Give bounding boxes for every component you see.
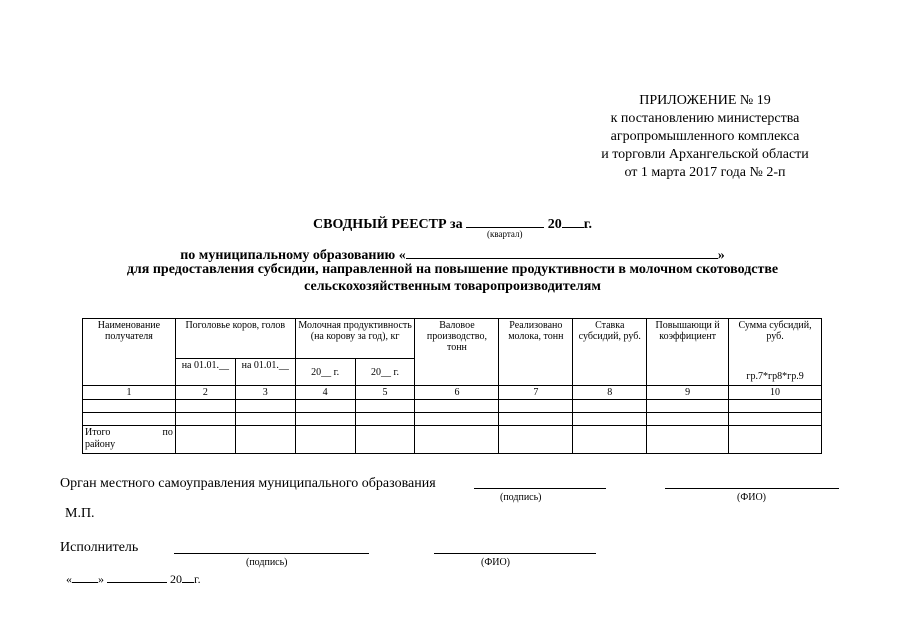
table-cell xyxy=(295,413,355,426)
signature-caption: (подпись) xyxy=(246,557,288,568)
header-coefficient: Повышающи й коэффициент xyxy=(647,319,729,386)
total-label xyxy=(83,426,176,454)
table-cell xyxy=(647,413,729,426)
title-prefix: СВОДНЫЙ РЕЕСТР за xyxy=(313,217,463,232)
header-sum-label: Сумма субсидий, руб. xyxy=(738,320,812,342)
year-blank xyxy=(182,572,194,583)
executor-signature-line xyxy=(174,553,369,554)
quarter-blank xyxy=(466,213,544,228)
purpose-line: для предоставления субсидии, направленной на повышение продуктивности в молочном скотоводстве xyxy=(126,262,779,277)
table-cell xyxy=(499,413,573,426)
appendix-title: ПРИЛОЖЕНИЕ № 19 xyxy=(639,93,771,108)
column-number: 2 xyxy=(175,386,235,400)
subheader-year: 20__ г. xyxy=(355,359,415,386)
column-number: 1 xyxy=(83,386,176,400)
stamp-place: М.П. xyxy=(65,506,95,521)
table-row xyxy=(83,400,822,413)
header-sum-formula: гр.7*гр8*гр.9 xyxy=(746,371,804,382)
header-sold: Реализовано молока, тонн xyxy=(499,319,573,386)
total-word: району xyxy=(85,439,116,450)
table-cell xyxy=(235,400,295,413)
total-row xyxy=(83,426,822,454)
signature-caption: (подпись) xyxy=(500,492,542,503)
subheader-date: на 01.01.__ xyxy=(175,359,235,386)
month-blank xyxy=(107,572,167,583)
table-cell xyxy=(573,413,647,426)
executor-label: Исполнитель xyxy=(60,540,139,555)
org-label: Орган местного самоуправления муниципального образования xyxy=(60,476,436,491)
table-cell xyxy=(355,413,415,426)
date-year-prefix: 20 xyxy=(170,572,182,586)
day-blank xyxy=(72,572,98,583)
org-fio-line xyxy=(665,488,839,489)
column-number: 3 xyxy=(235,386,295,400)
table-cell xyxy=(647,426,729,454)
date-year-suffix: г. xyxy=(194,572,201,586)
date-quote-open: « xyxy=(66,572,72,586)
table-cell xyxy=(729,413,822,426)
fio-caption: (ФИО) xyxy=(481,557,511,568)
municipality-suffix: » xyxy=(717,248,725,263)
table-cell xyxy=(415,413,499,426)
table-cell xyxy=(235,413,295,426)
total-word: Итого xyxy=(85,427,111,438)
table-cell xyxy=(83,413,176,426)
fio-caption: (ФИО) xyxy=(737,492,767,503)
column-number: 9 xyxy=(647,386,729,400)
header-livestock: Поголовье коров, голов xyxy=(175,319,295,359)
table-cell xyxy=(295,400,355,413)
municipality-prefix: по муниципальному образованию « xyxy=(180,248,406,263)
municipality-line xyxy=(0,244,905,264)
total-word: по xyxy=(162,427,173,438)
column-number: 7 xyxy=(499,386,573,400)
table-cell xyxy=(729,400,822,413)
column-number: 6 xyxy=(415,386,499,400)
table-cell xyxy=(355,400,415,413)
table-cell xyxy=(499,400,573,413)
table-cell xyxy=(415,426,499,454)
document-title xyxy=(0,213,905,233)
column-number-row xyxy=(83,386,822,400)
column-number: 8 xyxy=(573,386,647,400)
appendix-line: и торговли Архангельской области xyxy=(601,147,809,162)
table-cell xyxy=(235,426,295,454)
column-number: 5 xyxy=(355,386,415,400)
header-rate: Ставка субсидий, руб. xyxy=(573,319,647,386)
date-field xyxy=(66,572,201,587)
title-year-prefix: 20 xyxy=(547,217,562,232)
org-signature-line xyxy=(474,488,606,489)
table-cell xyxy=(175,426,235,454)
appendix-line: к постановлению министерства xyxy=(610,111,800,126)
table-cell xyxy=(83,400,176,413)
column-number: 10 xyxy=(729,386,822,400)
table-cell xyxy=(499,426,573,454)
subheader-date: на 01.01.__ xyxy=(235,359,295,386)
table-cell xyxy=(355,426,415,454)
header-productivity: Молочная продуктивность (на корову за год), кг xyxy=(295,319,415,359)
header-gross: Валовое производство, тонн xyxy=(415,319,499,386)
table-cell xyxy=(415,400,499,413)
table-cell xyxy=(729,426,822,454)
table-cell xyxy=(573,400,647,413)
table-cell xyxy=(295,426,355,454)
table-cell xyxy=(175,413,235,426)
title-year-suffix: г. xyxy=(583,217,592,232)
table-cell xyxy=(573,426,647,454)
quarter-caption: (квартал) xyxy=(487,229,523,239)
appendix-line: агропромышленного комплекса xyxy=(610,129,800,144)
registry-table xyxy=(82,318,822,454)
table-cell xyxy=(175,400,235,413)
header-sum xyxy=(729,319,822,386)
date-quote-close: » xyxy=(98,572,104,586)
table-cell xyxy=(647,400,729,413)
column-number: 4 xyxy=(295,386,355,400)
municipality-blank xyxy=(406,244,718,259)
year-blank xyxy=(562,213,584,228)
executor-fio-line xyxy=(434,553,596,554)
purpose-line: сельскохозяйственным товаропроизводителям xyxy=(304,279,601,294)
subheader-year: 20__ г. xyxy=(295,359,355,386)
appendix-header xyxy=(560,92,850,182)
table-row xyxy=(83,413,822,426)
header-recipient: Наименование получателя xyxy=(83,319,176,386)
appendix-line: от 1 марта 2017 года № 2-п xyxy=(624,165,786,180)
